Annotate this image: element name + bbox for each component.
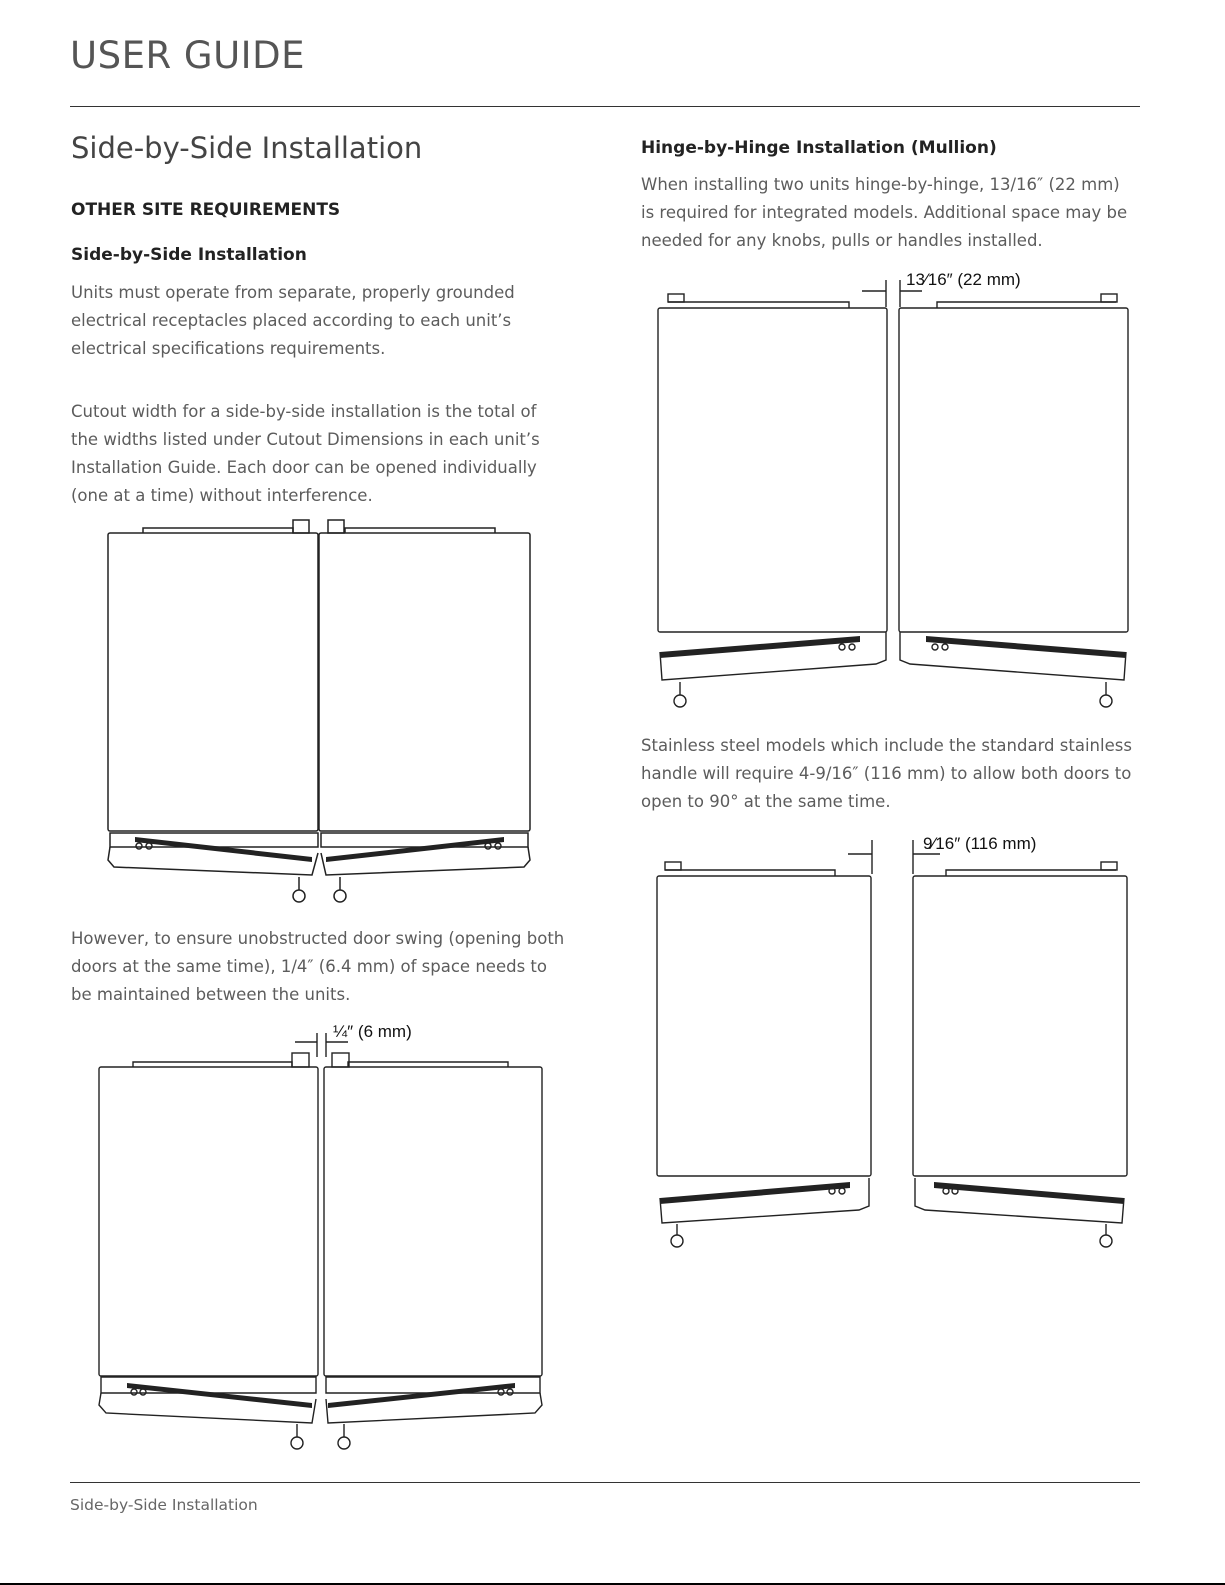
- hinge-by-hinge-diagram: [650, 262, 1135, 712]
- footer-rule: [70, 1482, 1140, 1483]
- header-rule: [70, 106, 1140, 107]
- side-by-side-subheading: Side-by-Side Installation: [71, 245, 307, 265]
- right-paragraph-2: Stainless steel models which include the standard stainless handle will require 4-9/16″ (116 mm) to allow both doors to open to 90° at the same time.: [641, 736, 1132, 811]
- other-site-requirements-heading: OTHER SITE REQUIREMENTS: [71, 200, 341, 220]
- section-title: Side-by-Side Installation: [71, 131, 423, 165]
- document-title: USER GUIDE: [70, 34, 305, 77]
- left-paragraph-2: Cutout width for a side-by-side installation is the total of the widths listed under Cutout Dimensions in each unit’s Installation Guide. Each door can be opened individually (one at a time) without interference.: [71, 402, 540, 505]
- right-paragraph-1: When installing two units hinge-by-hinge, 13/16″ (22 mm) is required for integrated models. Additional space may be needed for any knobs, pulls or handles installed.: [641, 175, 1128, 250]
- handle-clearance-dimension-label: 9⁄16″ (116 mm): [923, 834, 1037, 853]
- left-paragraph-1: Units must operate from separate, properly grounded electrical receptacles placed according to each unit’s electrical specifications requirements.: [71, 283, 515, 358]
- hinge-by-hinge-heading: Hinge-by-Hinge Installation (Mullion): [641, 138, 997, 158]
- quarter-inch-gap-diagram: [90, 1015, 560, 1460]
- footer-section-label: Side-by-Side Installation: [70, 1496, 258, 1514]
- thirteen-sixteenths-dimension-label: 13⁄16″ (22 mm): [906, 270, 1021, 289]
- side-by-side-diagram: [100, 515, 540, 910]
- stainless-handle-gap-diagram: [650, 828, 1135, 1253]
- left-paragraph-3: However, to ensure unobstructed door swing (opening both doors at the same time), 1/4″ (6.4 mm) of space needs to be maintained between the units.: [71, 929, 565, 1004]
- quarter-inch-dimension-label: ¼″ (6 mm): [333, 1022, 412, 1041]
